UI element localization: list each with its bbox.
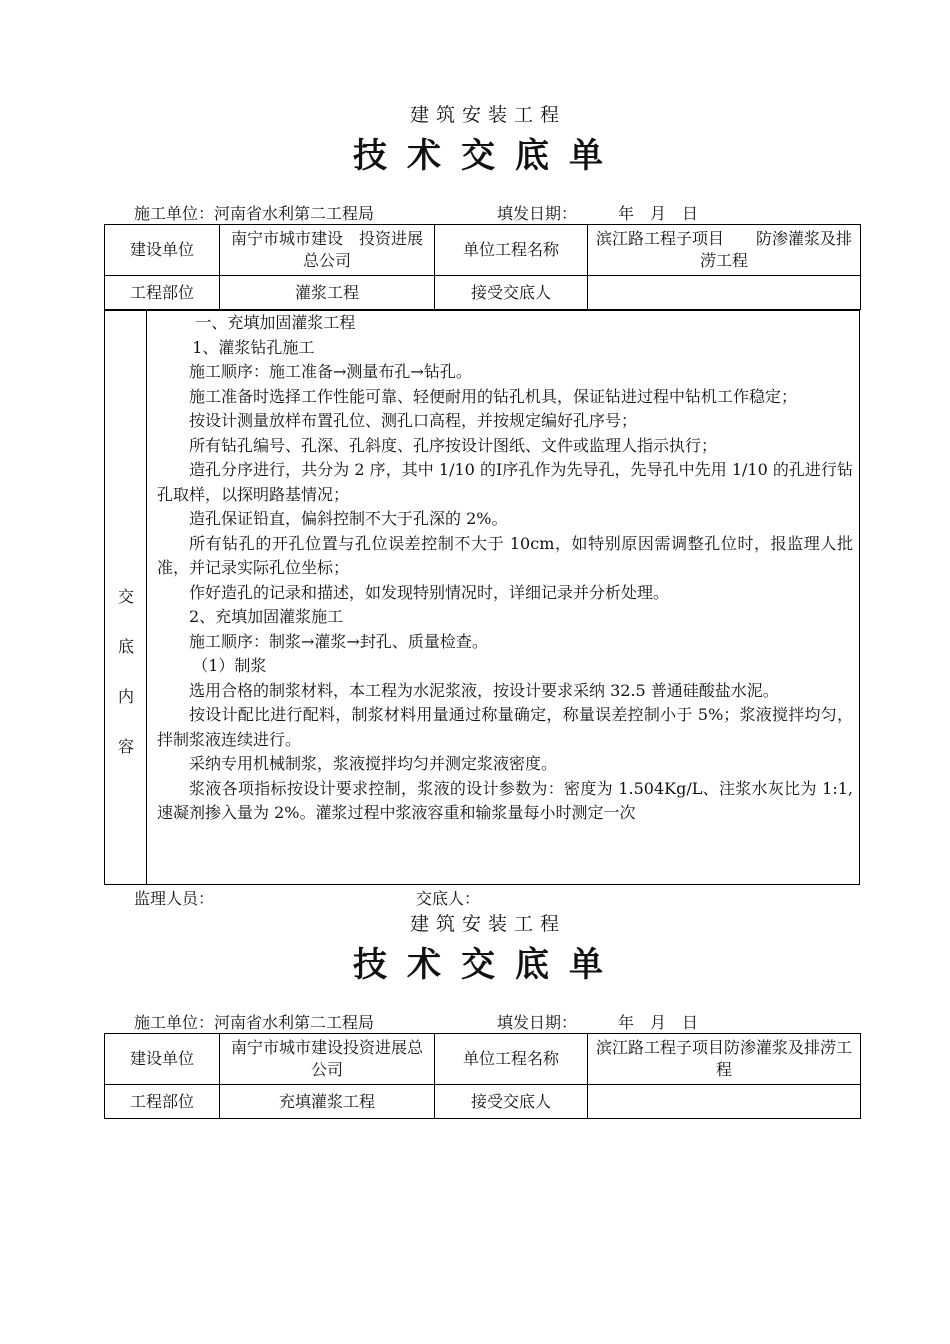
content-paragraph: 按设计配比进行配料，制浆材料用量通过称量确定，称量误差控制小于 5%；浆液搅拌均匀，拌制浆液连续进行。 bbox=[157, 705, 853, 749]
content-paragraph: 浆液各项指标按设计要求控制，浆液的设计参数为：密度为 1.504Kg/L、注浆水灰比为 1:1,速凝剂掺入量为 2%。灌浆过程中浆液容重和输浆量每小时测定一次 bbox=[157, 778, 853, 822]
project-name-label: 单位工程名称 bbox=[435, 1034, 588, 1085]
sheet1-issue-date-label: 填发日期： bbox=[497, 204, 578, 223]
supervisor-label: 监理人员： bbox=[134, 889, 215, 908]
content-paragraph: 造孔保证铅直，偏斜控制不大于孔深的 2%。 bbox=[189, 509, 508, 528]
sheet2-construction-unit: 施工单位：河南省水利第二工程局 bbox=[134, 1013, 375, 1032]
side-label-char: 内 bbox=[117, 687, 134, 706]
sheet1-title: 技术交底单 bbox=[353, 136, 623, 176]
side-label-char: 交 bbox=[117, 587, 134, 606]
receiver-value bbox=[588, 1085, 861, 1119]
work-part-label: 工程部位 bbox=[105, 1085, 220, 1119]
sheet1-subtitle: 建筑安装工程 bbox=[409, 104, 566, 126]
content-paragraph: 作好造孔的记录和描述，如发现特别情况时，详细记录并分析处理。 bbox=[189, 582, 670, 602]
receiver-label: 接受交底人 bbox=[435, 276, 588, 310]
project-name-value: 滨江路工程子项目防渗灌浆及排涝工程 bbox=[588, 1034, 861, 1085]
content-paragraph: 施工顺序：施工准备→测量布孔→钻孔。 bbox=[189, 362, 472, 381]
work-part-label: 工程部位 bbox=[105, 276, 220, 310]
content-paragraph: （1）制浆 bbox=[192, 656, 267, 675]
sheet2-header-table bbox=[104, 1033, 861, 1119]
receiver-value bbox=[588, 276, 861, 310]
sheet2-subtitle: 建筑安装工程 bbox=[409, 913, 566, 935]
sheet1-issue-date-value: 年 月 日 bbox=[618, 204, 699, 223]
project-name-value: 滨江路工程子项目 防渗灌浆及排涝工程 bbox=[588, 225, 861, 276]
side-label-char: 底 bbox=[117, 637, 134, 656]
build-unit-label: 建设单位 bbox=[105, 1034, 220, 1085]
content-paragraph: 所有钻孔编号、孔深、孔斜度、孔序按设计图纸、文件或监理人指示执行； bbox=[189, 435, 718, 455]
handover-person-label: 交底人： bbox=[416, 889, 481, 908]
project-name-label: 单位工程名称 bbox=[435, 225, 588, 276]
handover-content bbox=[157, 311, 853, 826]
sheet2-title: 技术交底单 bbox=[353, 945, 623, 985]
sheet1-construction-unit: 施工单位：河南省水利第二工程局 bbox=[134, 204, 375, 223]
build-unit-value: 南宁市城市建设投资进展总公司 bbox=[220, 1034, 435, 1085]
content-paragraph: 一、充填加固灌浆工程 bbox=[195, 313, 356, 332]
sheet2-issue-date-value: 年 月 日 bbox=[618, 1013, 699, 1032]
sheet1-content-box bbox=[104, 310, 860, 885]
content-paragraph: 采纳专用机械制浆，浆液搅拌均匀并测定浆液密度。 bbox=[189, 754, 558, 773]
content-paragraph: 2、充填加固灌浆施工 bbox=[189, 607, 344, 626]
receiver-label: 接受交底人 bbox=[435, 1085, 588, 1119]
content-paragraph: 造孔分序进行，共分为 2 序，其中 1/10 的Ⅰ序孔作为先导孔，先导孔中先用 1/10 的孔进行钻孔取样，以探明路基情况； bbox=[157, 460, 853, 504]
sheet1-header-table bbox=[104, 224, 861, 310]
build-unit-value: 南宁市城市建设 投资进展总公司 bbox=[220, 225, 435, 276]
content-paragraph: 1、灌浆钻孔施工 bbox=[192, 337, 315, 357]
content-paragraph: 按设计测量放样布置孔位、测孔口高程，并按规定编好孔序号； bbox=[189, 411, 638, 430]
content-paragraph: 施工顺序：制浆→灌浆→封孔、质量检查。 bbox=[189, 631, 488, 651]
side-label-char: 容 bbox=[117, 737, 134, 756]
side-label-column bbox=[105, 311, 147, 884]
work-part-value: 灌浆工程 bbox=[220, 276, 435, 310]
build-unit-label: 建设单位 bbox=[105, 225, 220, 276]
content-paragraph: 所有钻孔的开孔位置与孔位误差控制不大于 10cm，如特别原因需调整孔位时，报监理人批准，并记录实际孔位坐标； bbox=[157, 533, 853, 577]
work-part-value: 充填灌浆工程 bbox=[220, 1085, 435, 1119]
content-paragraph: 选用合格的制浆材料，本工程为水泥浆液，按设计要求采纳 32.5 普通硅酸盐水泥。 bbox=[189, 680, 779, 700]
sheet2-issue-date-label: 填发日期： bbox=[497, 1013, 578, 1032]
content-paragraph: 施工准备时选择工作性能可靠、轻便耐用的钻孔机具，保证钻进过程中钻机工作稳定； bbox=[189, 386, 798, 406]
